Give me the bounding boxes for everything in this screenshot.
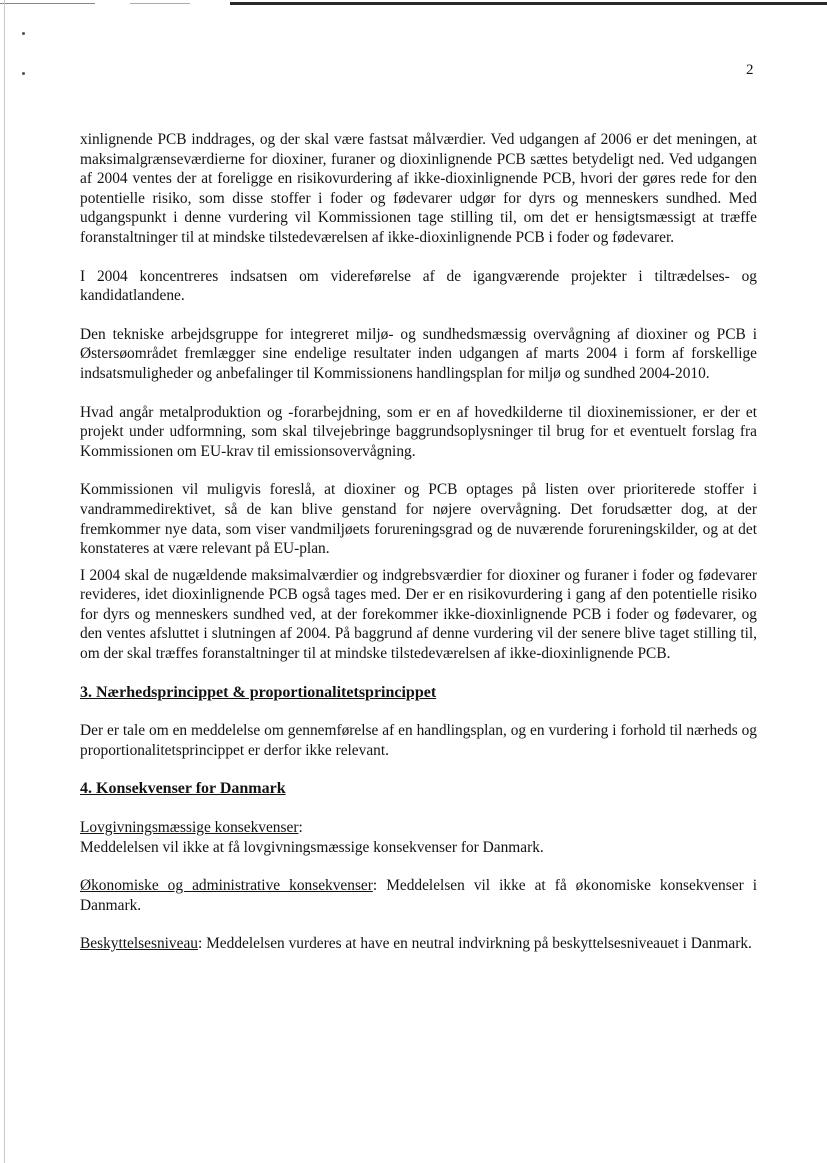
scan-artifact-top-edge <box>230 2 827 5</box>
legal-consequences-text: Meddelelsen vil ikke at få lovgivningsmæssige konsekvenser for Danmark. <box>80 838 544 856</box>
scan-artifact-line <box>0 3 95 4</box>
legal-consequences-colon: : <box>298 819 303 837</box>
protection-level-label: Beskyttelsesniveau <box>80 935 198 953</box>
paragraph: I 2004 koncentreres indsatsen om videreførelse af de igangværende projekter i tiltrædelses- og kandidatlandene. <box>80 267 757 305</box>
page-number: 2 <box>746 62 754 78</box>
scan-artifact-dot <box>22 72 25 75</box>
legal-consequences-label: Lovgivningsmæssige konsekvenser <box>80 819 299 837</box>
paragraph: Den tekniske arbejdsgruppe for integreret miljø- og sundhedsmæssig overvågning af dioxiner og PCB i Østersøområdet fremlægger sine endelige resultater inden udgangen af marts 2004 i form af forskellige indsatsmuligheder og anbefalinger til Kommissionens handlingsplan for miljø og sundhed 2004-2010. <box>80 325 757 382</box>
economic-consequences-text: : Meddelelsen vil ikke at få økonomiske konsekvenser i Danmark. <box>80 877 757 914</box>
paragraph: Hvad angår metalproduktion og -forarbejdning, som er en af hovedkilderne til dioxinemissioner, er der et projekt under udformning, som skal tilvejebringe baggrundsoplysninger til brug for et eventuelt forslag fra Kommissionen om EU-krav til emissionsovervågning. <box>80 403 757 460</box>
scan-artifact-dot <box>22 32 25 35</box>
section-heading: 3. Nærhedsprincippet & proportionalitetsprincippet <box>80 683 437 701</box>
economic-consequences <box>80 876 757 915</box>
scan-artifact-left-edge <box>4 0 5 1163</box>
scan-artifact-line <box>130 3 190 4</box>
protection-level-text: : Meddelelsen vurderes at have en neutral indvirkning på beskyttelsesniveauet i Danmark. <box>197 935 752 953</box>
paragraph: Der er tale om en meddelelse om gennemførelse af en handlingsplan, og en vurdering i forhold til nærheds og proportionalitetsprincippet er derfor ikke relevant. <box>80 722 757 759</box>
legal-consequences <box>80 818 757 857</box>
section-heading: 4. Konsekvenser for Danmark <box>80 780 286 798</box>
protection-level <box>80 934 757 954</box>
document-body <box>80 130 757 954</box>
paragraph: xinlignende PCB inddrages, og der skal være fastsat målværdier. Ved udgangen af 2006 er det meningen, at maksimalgrænseværdierne for dioxiner, furaner og dioxinlignende PCB sættes betydeligt ned. Ved udgangen af 2004 ventes der at foreligge en risikovurdering af ikke-dioxinlignende PCB, hvori der gøres rede for den potentielle risiko, som disse stoffer i foder og fødevarer udgør for dyrs og menneskers sundhed. Med udgangspunkt i denne vurdering vil Kommissionen tage stilling til, om det er hensigtsmæssigt at træffe foranstaltninger til at mindske tilstedeværelsen af ikke-dioxinlignende PCB i foder og fødevarer. <box>80 131 757 246</box>
economic-consequences-label: Økonomiske og administrative konsekvenser <box>80 877 373 895</box>
paragraph: Kommissionen vil muligvis foreslå, at dioxiner og PCB optages på listen over prioriterede stoffer i vandrammedirektivet, så de kan blive genstand for nøjere overvågning. Det forudsætter dog, at der fremkommer nye data, som viser vandmiljøets forureningsgrad og de nuværende forureningskilder, og at det konstateres at være relevant på EU-plan. <box>80 481 757 558</box>
paragraph: I 2004 skal de nugældende maksimalværdier og indgrebsværdier for dioxiner og furaner i foder og fødevarer revideres, idet dioxinlignende PCB også tages med. Der er en risikovurdering i gang af den potentielle risiko for dyrs og menneskers sundhed ved, at der forekommer ikke-dioxinlignende PCB i foder og fødevarer, og den ventes afsluttet i slutningen af 2004. På baggrund af denne vurdering vil der senere blive taget stilling til, om der skal træffes foranstaltninger til at mindske tilstedeværelsen af ikke-dioxinlignende PCB. <box>80 566 757 663</box>
